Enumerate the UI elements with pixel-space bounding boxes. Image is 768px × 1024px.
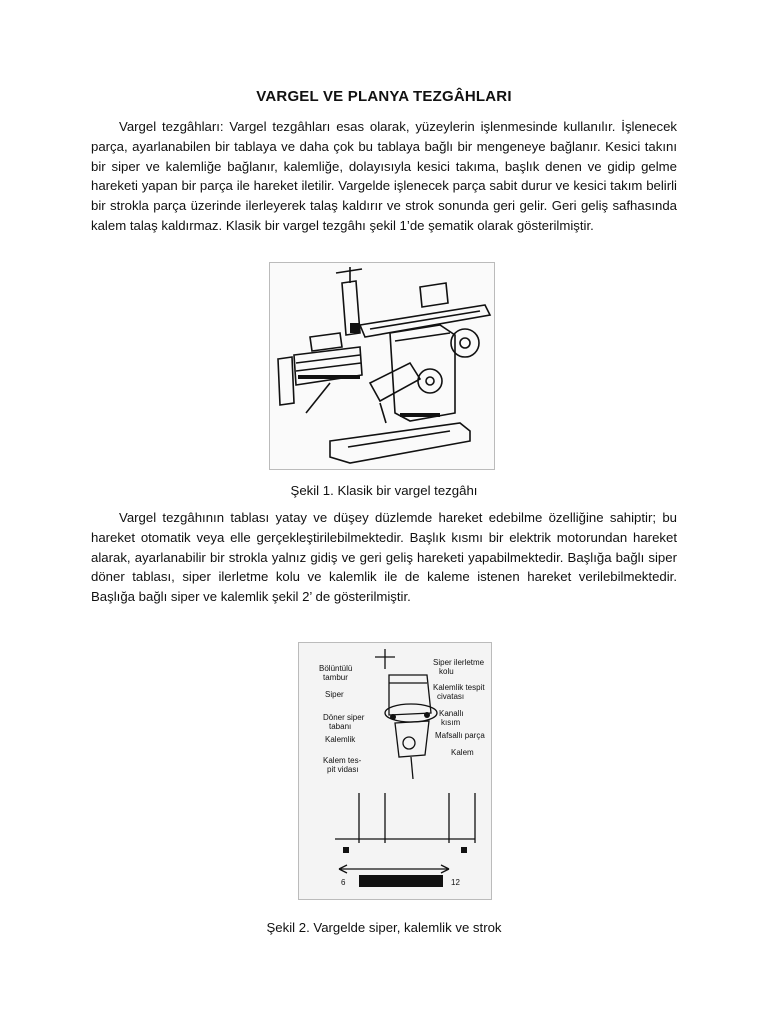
page-title: VARGEL VE PLANYA TEZGÂHLARI bbox=[256, 88, 512, 105]
label-civatasi: civatası bbox=[437, 692, 465, 701]
label-kalem-tespit: Kalem tes- bbox=[323, 756, 362, 765]
figure-shaper-machine bbox=[269, 262, 495, 470]
label-kalemlik: Kalemlik bbox=[325, 735, 356, 744]
label-tabani: tabanı bbox=[329, 722, 352, 731]
label-dim-left: 6 bbox=[341, 878, 346, 887]
label-boluntulu: Bölüntülü bbox=[319, 664, 353, 673]
label-kalemlik-tespit: Kalemlik tespit bbox=[433, 683, 485, 692]
paragraph-table: Vargel tezgâhının tablası yatay ve düşey düzlemde hareket edebilme özelliğine sahiptir; bu hareket otomatik veya elle gerçekleştirilebilmektedir. Başlık kısmı bir elektrik motorundan hareket alarak, ayarlanabilir bir strokla yalnız gidiş ve geri geliş hareketi yapabilmektedir. Başlığa bağlı siper döner tablası, siper ilerletme kolu ve kalemlik ile de kaleme istenen hareket verilebilmektedir. Başlığa bağlı siper ve kalemlik şekil 2’ de gösterilmiştir. bbox=[91, 510, 677, 605]
shaper-machine-illustration-icon bbox=[270, 263, 494, 469]
label-kalem: Kalem bbox=[451, 748, 474, 757]
label-kisim: kısım bbox=[441, 718, 461, 727]
label-kanalli: Kanallı bbox=[439, 709, 464, 718]
label-siper-ilerletme: Siper ilerletme bbox=[433, 658, 485, 667]
label-tambur: tambur bbox=[323, 673, 348, 682]
figure2-caption: Şekil 2. Vargelde siper, kalemlik ve strok bbox=[266, 920, 502, 935]
label-doner-siper: Döner siper bbox=[323, 713, 365, 722]
label-kolu: kolu bbox=[439, 667, 454, 676]
figure-tool-head bbox=[298, 642, 492, 900]
label-dim-right: 12 bbox=[451, 878, 460, 887]
label-siper: Siper bbox=[325, 690, 344, 699]
label-mafsalli-parca: Mafsallı parça bbox=[435, 731, 485, 740]
figure1-caption: Şekil 1. Klasik bir vargel tezgâhı bbox=[290, 483, 478, 498]
label-pit-vidasi: pit vidası bbox=[327, 765, 359, 774]
paragraph-intro: Vargel tezgâhları: Vargel tezgâhları esas olarak, yüzeylerin işlenmesinde kullanılır. İşlenecek parça, ayarlanabilen bir tablaya ve daha çok bu tablaya bağlı bir mengeneye bağlanır. Kesici takını bir siper ve kalemliğe bağlanır, kalemliğe, dolayısıyla kesici takıma, başlık denen ve gidip gelme hareketi yapan bir parça ile hareket iletilir. Vargelde işlenecek parça sabit durur ve kesici takım belirli bir strokla parça üzerinde ilerleyerek talaş kaldırır ve strok sonunda geri gelir. Geri geliş safhasında kalem talaş kaldırmaz. Klasik bir vargel tezgâhı şekil 1’de şematik olarak gösterilmiştir. bbox=[91, 119, 677, 233]
